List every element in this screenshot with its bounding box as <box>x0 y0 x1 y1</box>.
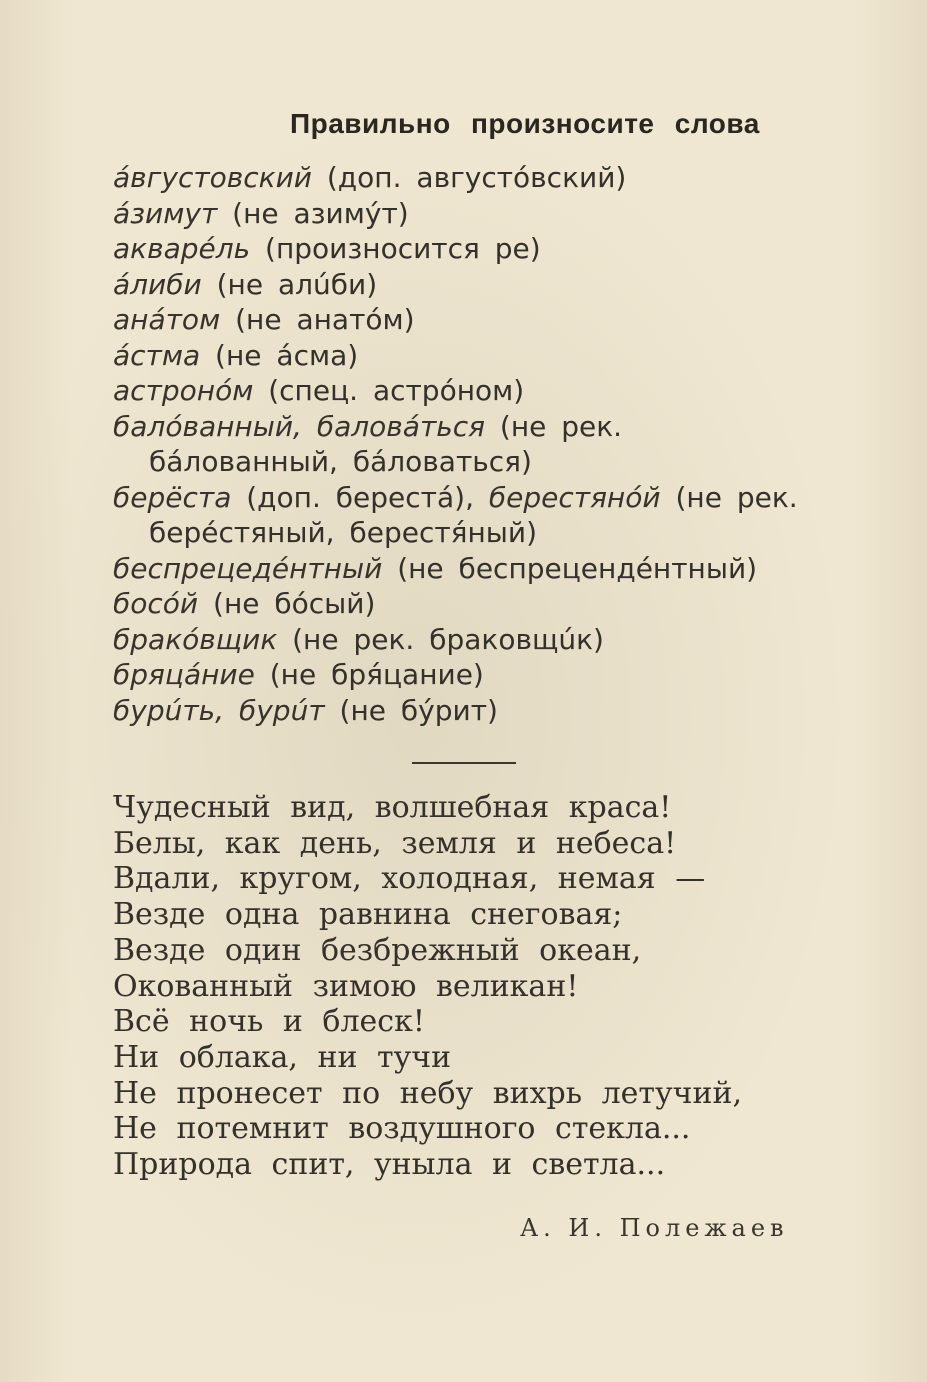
list-item <box>113 622 813 658</box>
list-item <box>113 338 813 374</box>
list-item <box>113 409 813 480</box>
entry-note: (не анатóм) <box>220 303 415 336</box>
entry-word-secondary: берестянóй <box>488 480 661 514</box>
entry-word: áвгустовский <box>113 161 312 194</box>
entry-note-secondary: (не рек. берéстяный, берестя́ный) <box>149 480 798 549</box>
entry-word: анáтом <box>113 303 221 336</box>
pronunciation-list <box>113 160 813 728</box>
poem <box>113 790 813 1183</box>
list-item <box>113 267 813 303</box>
entry-word: акварéль <box>113 232 251 265</box>
entry-word: бряцáние <box>113 658 255 691</box>
entry-word: босóй <box>113 587 199 620</box>
page-heading: Правильно произносите слова <box>290 108 760 139</box>
poem-line: Вдали, кругом, холодная, немая — <box>113 861 706 897</box>
entry-word: балóванный, баловáться <box>113 409 485 443</box>
entry-note: (не алúби) <box>201 267 378 301</box>
poem-line: Окованный зимою великан! <box>113 968 579 1004</box>
entry-note: (не азимýт) <box>217 196 409 230</box>
poem-line: Белы, как день, земля и небеса! <box>113 825 677 861</box>
entry-note: (произносится ре) <box>250 232 541 265</box>
list-item <box>113 160 813 196</box>
entry-note: (не бýрит) <box>324 693 498 727</box>
entry-word: беспрецедéнтный <box>113 551 383 585</box>
entry-note: (не рек. браковщúк) <box>277 622 604 656</box>
entry-word: астронóм <box>113 374 254 407</box>
list-item <box>113 657 813 693</box>
entry-word: берёста <box>113 480 232 514</box>
entry-word: áлиби <box>113 267 202 301</box>
entry-note: (не áсма) <box>200 338 359 372</box>
entry-note: (спец. астрóном) <box>253 374 525 407</box>
entry-note: (не беспрецендéнтный) <box>382 551 758 585</box>
poem-line: Всё ночь и блеск! <box>113 1004 425 1040</box>
poem-line: Везде одна равнина снеговая; <box>113 897 623 933</box>
poem-line: Везде один безбрежный океан, <box>113 932 642 968</box>
list-item <box>113 302 813 338</box>
list-item <box>113 231 813 267</box>
entry-note: (не рек. бáлованный, бáловаться) <box>149 409 623 478</box>
poem-line: Не пронесет по небу вихрь летучий, <box>113 1075 743 1111</box>
entry-word: áстма <box>113 338 201 372</box>
section-divider <box>412 762 516 764</box>
entry-note: (не бóсый) <box>198 587 376 620</box>
poem-line: Природа спит, уныла и светла... <box>113 1147 666 1183</box>
entry-word: áзимут <box>113 196 218 230</box>
entry-note: (не бря́цание) <box>254 658 484 691</box>
list-item <box>113 373 813 409</box>
list-item <box>113 551 813 587</box>
list-item <box>113 480 813 551</box>
list-item <box>113 586 813 622</box>
list-item <box>113 196 813 232</box>
entry-note: (доп. берестá), <box>231 480 489 514</box>
poem-author: А. И. Полежаев <box>520 1214 789 1242</box>
entry-note: (доп. августóвский) <box>311 161 627 194</box>
poem-line: Чудесный вид, волшебная краса! <box>113 790 672 825</box>
entry-word: бракóвщик <box>113 622 278 656</box>
list-item <box>113 693 813 729</box>
poem-line: Ни облака, ни тучи <box>113 1039 452 1075</box>
poem-line: Не потемнит воздушного стекла... <box>113 1111 691 1147</box>
entry-word: бурúть, бурúт <box>113 693 325 727</box>
